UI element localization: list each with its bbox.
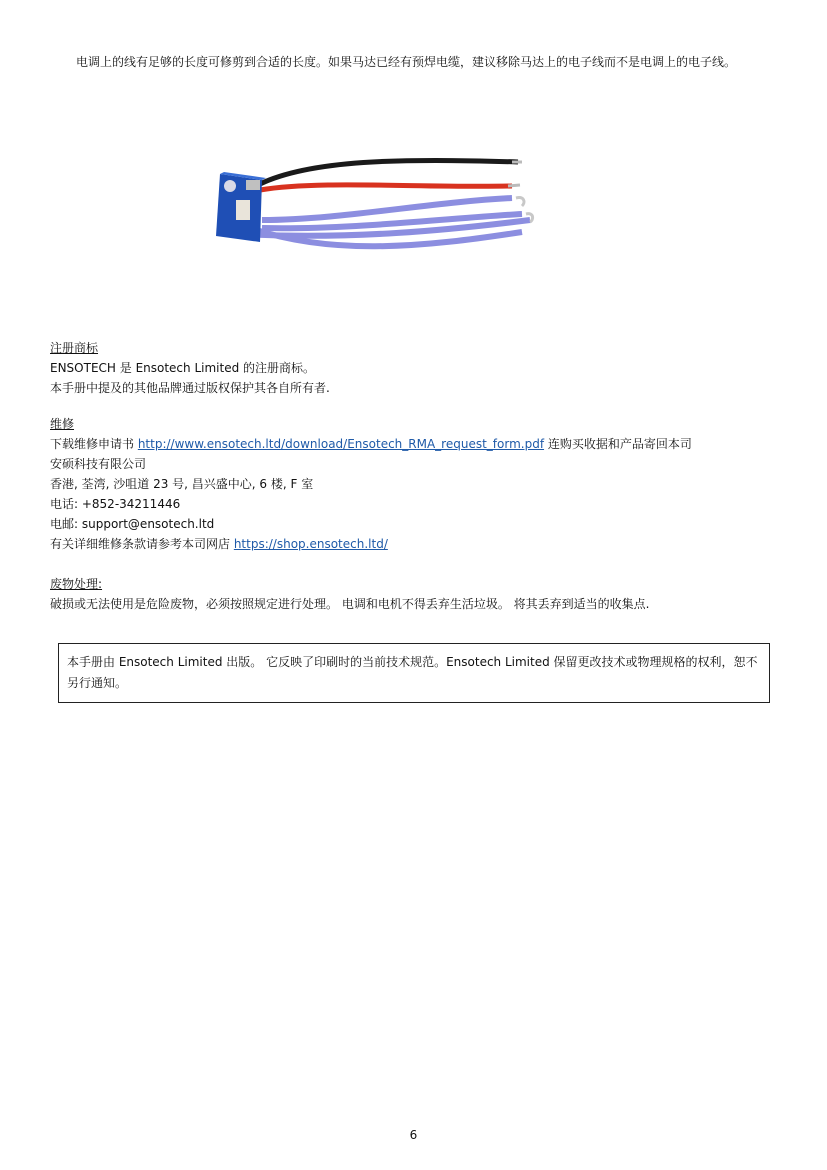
- company-phone: 电话: +852-34211446: [50, 497, 181, 511]
- repair-download-suffix: 连购买收据和产品寄回本司: [544, 437, 692, 451]
- repair-section: [50, 414, 790, 554]
- disposal-text: 破损或无法使用是危险废物，必须按照规定进行处理。 电调和电机不得丢弃生活垃圾。 将其丢弃到适当的收集点.: [50, 597, 650, 611]
- repair-download-line: [50, 434, 790, 454]
- trademark-section: [50, 338, 790, 398]
- company-address: 香港, 荃湾, 沙咀道 23 号, 昌兴盛中心, 6 楼, F 室: [50, 477, 314, 491]
- trademark-title: 注册商标: [50, 341, 99, 355]
- trademark-line-1: ENSOTECH 是 Ensotech Limited 的注册商标。: [50, 361, 316, 375]
- intro-paragraph: 电调上的线有足够的长度可修剪到合适的长度。如果马达已经有预焊电缆，建议移除马达上的电子线而不是电调上的电子线。: [76, 55, 737, 69]
- rma-form-link[interactable]: http://www.ensotech.ltd/download/Ensotech_RMA_request_form.pdf: [137, 437, 545, 451]
- publisher-notice-text: 本手册由 Ensotech Limited 出版。 它反映了印刷时的当前技术规范。Ensotech Limited 保留更改技术或物理规格的权利，恕不另行通知。: [67, 655, 758, 690]
- page-number: 6: [409, 1128, 418, 1142]
- repair-shop-prefix: 有关详细维修条款请参考本司网店: [50, 537, 234, 551]
- esc-product-image: [200, 150, 540, 260]
- repair-shop-line: [50, 534, 790, 554]
- repair-download-prefix: 下载维修申请书: [50, 437, 138, 451]
- publisher-notice-box: [58, 643, 770, 703]
- disposal-title: 废物处理:: [50, 577, 103, 591]
- shop-link[interactable]: https://shop.ensotech.ltd/: [233, 537, 388, 551]
- trademark-line-2: 本手册中提及的其他品牌通过版权保护其各自所有者.: [50, 381, 330, 395]
- company-email: 电邮: support@ensotech.ltd: [50, 517, 215, 531]
- disposal-section: [50, 574, 790, 614]
- company-name: 安硕科技有限公司: [50, 457, 147, 471]
- repair-title: 维修: [50, 417, 75, 431]
